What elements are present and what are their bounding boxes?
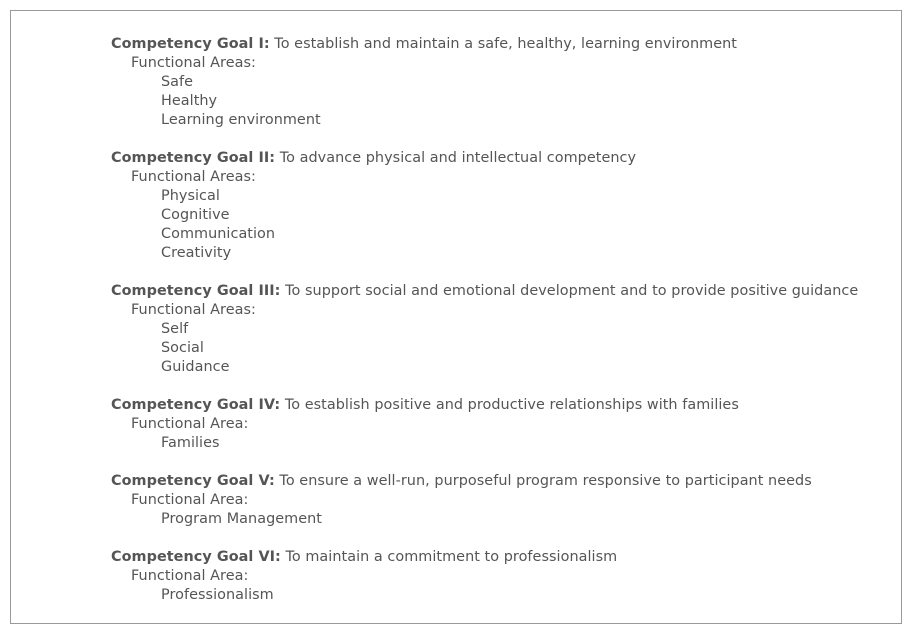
goal-title <box>111 396 891 415</box>
goal-title <box>111 548 891 567</box>
competency-goal-6 <box>111 548 891 605</box>
goal-description: To ensure a well-run, purposeful program responsive to participant needs <box>274 473 812 489</box>
functional-areas-label: Functional Areas: <box>131 169 256 185</box>
functional-area-item: Creativity <box>161 245 232 261</box>
goal-description: To maintain a commitment to professionalism <box>280 549 618 565</box>
goal-description: To establish and maintain a safe, healthy, learning environment <box>269 36 737 52</box>
functional-area-item: Safe <box>161 74 194 90</box>
competency-goal-1 <box>111 35 891 130</box>
functional-area-label: Functional Area: <box>131 568 249 584</box>
goal-label: Competency Goal II: <box>111 150 276 166</box>
competency-goal-5 <box>111 472 891 529</box>
goal-label: Competency Goal V: <box>111 473 275 489</box>
functional-area-item: Physical <box>161 188 220 204</box>
functional-area-item: Families <box>161 435 220 451</box>
goal-title <box>111 472 891 491</box>
functional-area-label: Functional Area: <box>131 416 249 432</box>
functional-areas-label: Functional Areas: <box>131 302 256 318</box>
functional-area-item: Professionalism <box>161 587 274 603</box>
functional-area-item: Learning environment <box>161 112 321 128</box>
goal-description: To advance physical and intellectual competency <box>275 150 637 166</box>
functional-area-label: Functional Area: <box>131 492 249 508</box>
goal-title <box>111 149 891 168</box>
functional-area-item: Cognitive <box>161 207 230 223</box>
competency-goal-2 <box>111 149 891 263</box>
goal-description: To establish positive and productive relationships with families <box>280 397 739 413</box>
goal-title <box>111 35 891 54</box>
functional-area-item: Social <box>161 340 204 356</box>
goal-label: Competency Goal VI: <box>111 549 281 565</box>
goal-label: Competency Goal I: <box>111 36 270 52</box>
competency-goal-4 <box>111 396 891 453</box>
goal-title <box>111 282 891 301</box>
functional-area-item: Guidance <box>161 359 230 375</box>
competency-goal-3 <box>111 282 891 377</box>
goal-label: Competency Goal IV: <box>111 397 281 413</box>
competency-goals-list <box>111 35 891 624</box>
functional-area-item: Self <box>161 321 189 337</box>
goal-description: To support social and emotional development and to provide positive guidance <box>280 283 859 299</box>
competency-goals-panel <box>10 10 902 624</box>
functional-area-item: Communication <box>161 226 276 242</box>
functional-area-item: Program Management <box>161 511 322 527</box>
functional-area-item: Healthy <box>161 93 218 109</box>
functional-areas-label: Functional Areas: <box>131 55 256 71</box>
goal-label: Competency Goal III: <box>111 283 281 299</box>
